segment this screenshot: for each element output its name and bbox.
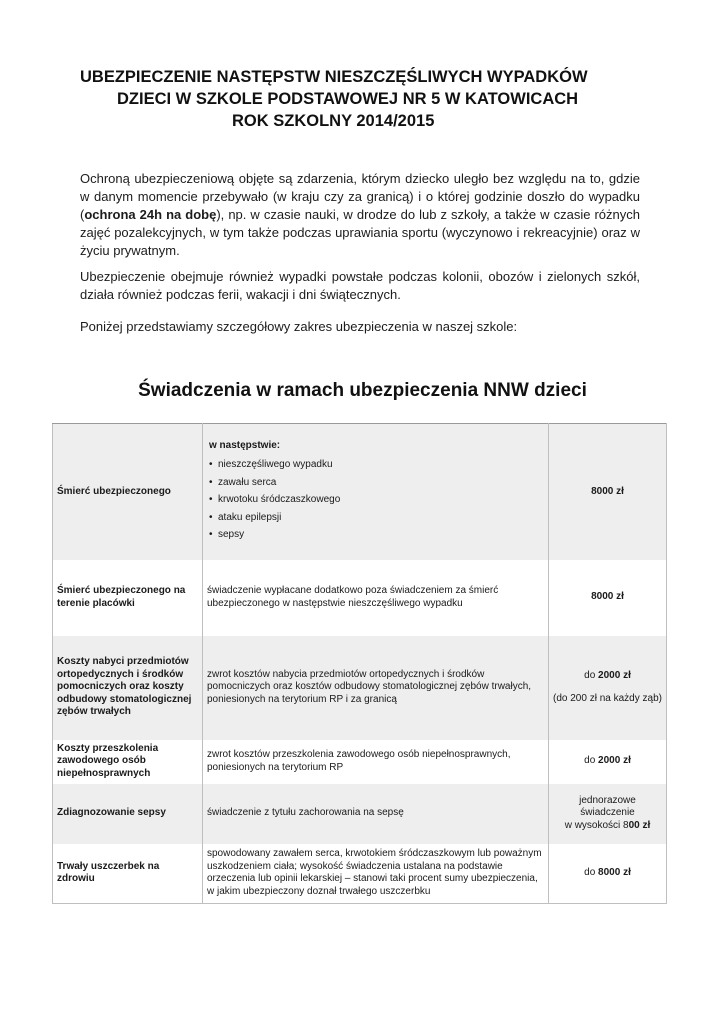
- table-row: [53, 424, 667, 560]
- bullet-icon: •: [209, 529, 213, 541]
- benefit-amount: do 2000 zł: [549, 740, 667, 784]
- benefit-amount: 8000 zł: [549, 424, 667, 560]
- list-item: • zawału serca: [209, 474, 544, 492]
- causes-list: [207, 456, 544, 544]
- list-item: • sepsy: [209, 526, 544, 544]
- causes-lead: w następstwie:: [209, 439, 281, 451]
- bullet-icon: •: [209, 476, 213, 488]
- benefit-amount: do 2000 zł (do 200 zł na każdy ząb): [549, 636, 667, 740]
- benefit-amount: 8000 zł: [549, 560, 667, 636]
- title-line-1: UBEZPIECZENIE NASTĘPSTW NIESZCZĘŚLIWYCH WYPADKÓW: [80, 68, 588, 86]
- benefit-description: [203, 424, 549, 560]
- table-row: [53, 636, 667, 740]
- table-row: [53, 784, 667, 844]
- document-title: [60, 66, 660, 132]
- intro-paragraph-details: Poniżej przedstawiamy szczegółowy zakres ubezpieczenia w naszej szkole:: [80, 319, 518, 334]
- section-title: Świadczenia w ramach ubezpieczenia NNW dzieci: [138, 380, 587, 401]
- table-row: [53, 844, 667, 904]
- benefit-name: Zdiagnozowanie sepsy: [53, 784, 203, 844]
- list-item: • nieszczęśliwego wypadku: [209, 456, 544, 474]
- table-row: [53, 740, 667, 784]
- benefits-table: [52, 423, 667, 904]
- benefit-name: Trwały uszczerbek na zdrowiu: [53, 844, 203, 904]
- benefit-name: Koszty przeszkolenia zawodowego osób niepełnosprawnych: [53, 740, 203, 784]
- intro-text-start: Ochroną ubezpieczeniową objęte są zdarzenia, którym dziecko uległo bez względu na to, gdzie w danym momencie przebywało (w kraju czy za granicą) i o której godzinie doszło do wypadku (: [80, 171, 640, 222]
- bullet-icon: •: [209, 494, 213, 506]
- bullet-icon: •: [209, 511, 213, 523]
- intro-text-end: ), np. w czasie nauki, w drodze do lub z szkoły, a także w czasie różnych zajęć pozalekcyjnych, w tym także podczas uprawiania sportu (wyczynowo i rekreacyjnie) oraz w życiu prywatnym.: [80, 207, 640, 258]
- list-item: • ataku epilepsji: [209, 509, 544, 527]
- benefit-name: Śmierć ubezpieczonego na terenie placówki: [53, 560, 203, 636]
- benefit-amount: jednorazowe świadczenie w wysokości 800 zł: [549, 784, 667, 844]
- title-line-2: DZIECI W SZKOLE PODSTAWOWEJ NR 5 W KATOWICACH: [117, 90, 579, 108]
- benefit-description: zwrot kosztów nabycia przedmiotów ortopedycznych i środków pomocniczych oraz kosztów odbudowy stomatologicznej zębów trwałych, poniesionych na terytorium RP i za granicą: [203, 636, 549, 740]
- benefit-description: świadczenie wypłacane dodatkowo poza świadczeniem za śmierć ubezpieczonego w następstwie nieszczęśliwego wypadku: [203, 560, 549, 636]
- benefit-amount: do 8000 zł: [549, 844, 667, 904]
- title-line-3: ROK SZKOLNY 2014/2015: [232, 112, 435, 130]
- list-item: • krwotoku śródczaszkowego: [209, 491, 544, 509]
- table-row: [53, 560, 667, 636]
- bullet-icon: •: [209, 459, 213, 471]
- benefit-description: świadczenie z tytułu zachorowania na sepsę: [203, 784, 549, 844]
- benefit-description: spowodowany zawałem serca, krwotokiem śródczaszkowym lub poważnym uszkodzeniem ciała; wysokość świadczenia ustalana na podstawie orzeczenia lub opinii lekarskiej – stanowi taki procent sumy ubezpieczenia, w jakim ubezpieczony doznał trwałego uszczerbku: [203, 844, 549, 904]
- intro-paragraph-coverage: [80, 170, 640, 260]
- amount-note: (do 200 zł na każdy ząb): [553, 692, 662, 704]
- intro-paragraph-scope: Ubezpieczenie obejmuje również wypadki powstałe podczas kolonii, obozów i zielonych szkół, działa również podczas ferii, wakacji i dni świątecznych.: [80, 269, 640, 302]
- benefit-description: zwrot kosztów przeszkolenia zawodowego osób niepełnosprawnych, poniesionych na terytorium RP: [203, 740, 549, 784]
- intro-text-24h: ochrona 24h na dobę: [84, 207, 217, 222]
- benefit-name: Śmierć ubezpieczonego: [53, 424, 203, 560]
- benefit-name: Koszty nabyci przedmiotów ortopedycznych i środków pomocniczych oraz koszty odbudowy stomatologicznej zębów trwałych: [53, 636, 203, 740]
